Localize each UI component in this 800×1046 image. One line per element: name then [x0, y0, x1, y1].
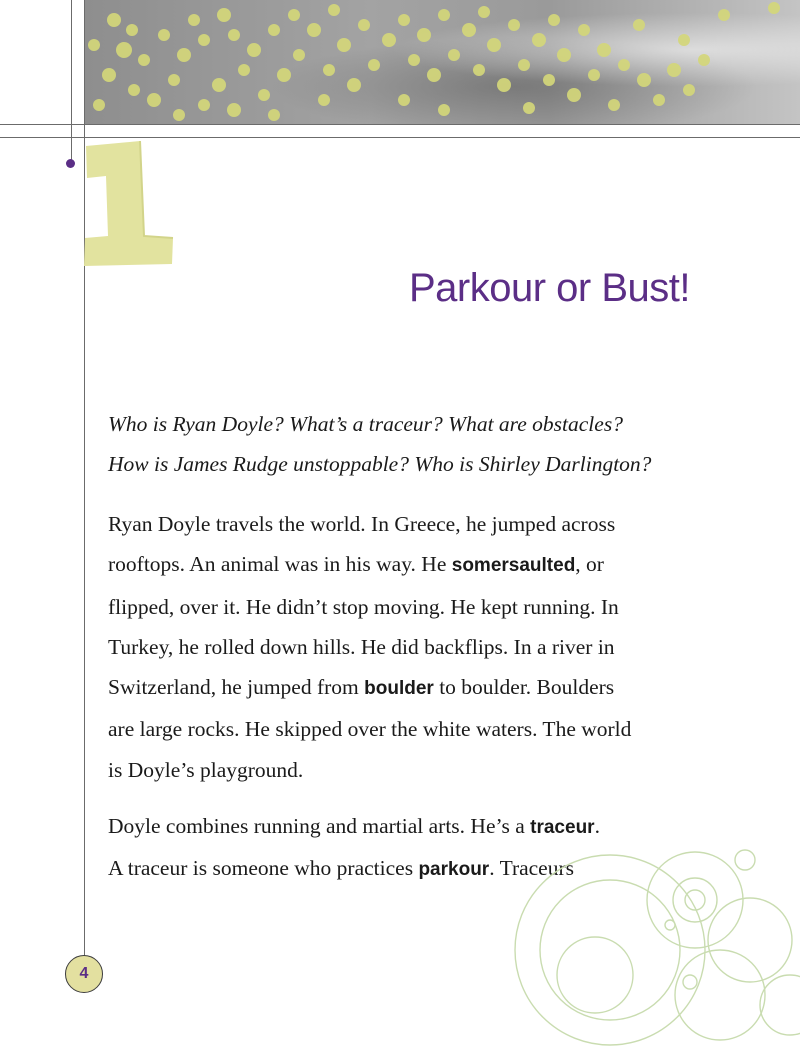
text-run: . Traceurs	[489, 856, 575, 881]
guiding-questions	[108, 404, 728, 484]
decorative-circles	[500, 830, 800, 1046]
question-line: Who is Ryan Doyle? What’s a traceur? What are obstacles?	[108, 412, 623, 436]
body-paragraph-1	[108, 504, 748, 790]
text-run: Switzerland, he jumped from	[108, 675, 365, 700]
texture-banner	[84, 0, 800, 124]
text-run: Doyle combines running and martial arts. He’s a	[108, 814, 531, 838]
text-line: are large rocks. He skipped over the white waters. The world	[108, 717, 632, 742]
short-vertical-rule	[71, 0, 72, 160]
glossary-term-somersaulted: somersaulted	[451, 555, 576, 577]
purple-dot	[66, 159, 75, 168]
text-run: rooftops. An animal was in his way. He	[108, 552, 452, 577]
chapter-number-graphic	[78, 138, 178, 268]
text-line: Turkey, he rolled down hills. He did backflips. In a river in	[108, 634, 615, 659]
text-line	[108, 667, 748, 709]
chapter-title: Parkour or Bust!	[408, 266, 690, 310]
glossary-term-parkour: parkour	[418, 859, 490, 881]
text-line	[108, 544, 748, 586]
question-line: How is James Rudge unstoppable? Who is Shirley Darlington?	[108, 452, 652, 476]
text-line: flipped, over it. He didn’t stop moving. He kept running. In	[108, 594, 619, 619]
text-run: .	[594, 814, 600, 838]
text-run: to boulder. Boulders	[433, 675, 615, 700]
text-run: A traceur is someone who practices	[108, 856, 419, 881]
glossary-term-traceur: traceur	[530, 817, 595, 838]
text-line: is Doyle’s playground.	[108, 757, 304, 782]
glossary-term-boulder: boulder	[364, 678, 434, 700]
green-dot-pattern	[84, 0, 800, 124]
top-rule	[0, 124, 800, 125]
page-number: 4	[65, 955, 103, 993]
text-run: , or	[575, 552, 604, 577]
text-line: Ryan Doyle travels the world. In Greece, he jumped across	[108, 512, 616, 536]
